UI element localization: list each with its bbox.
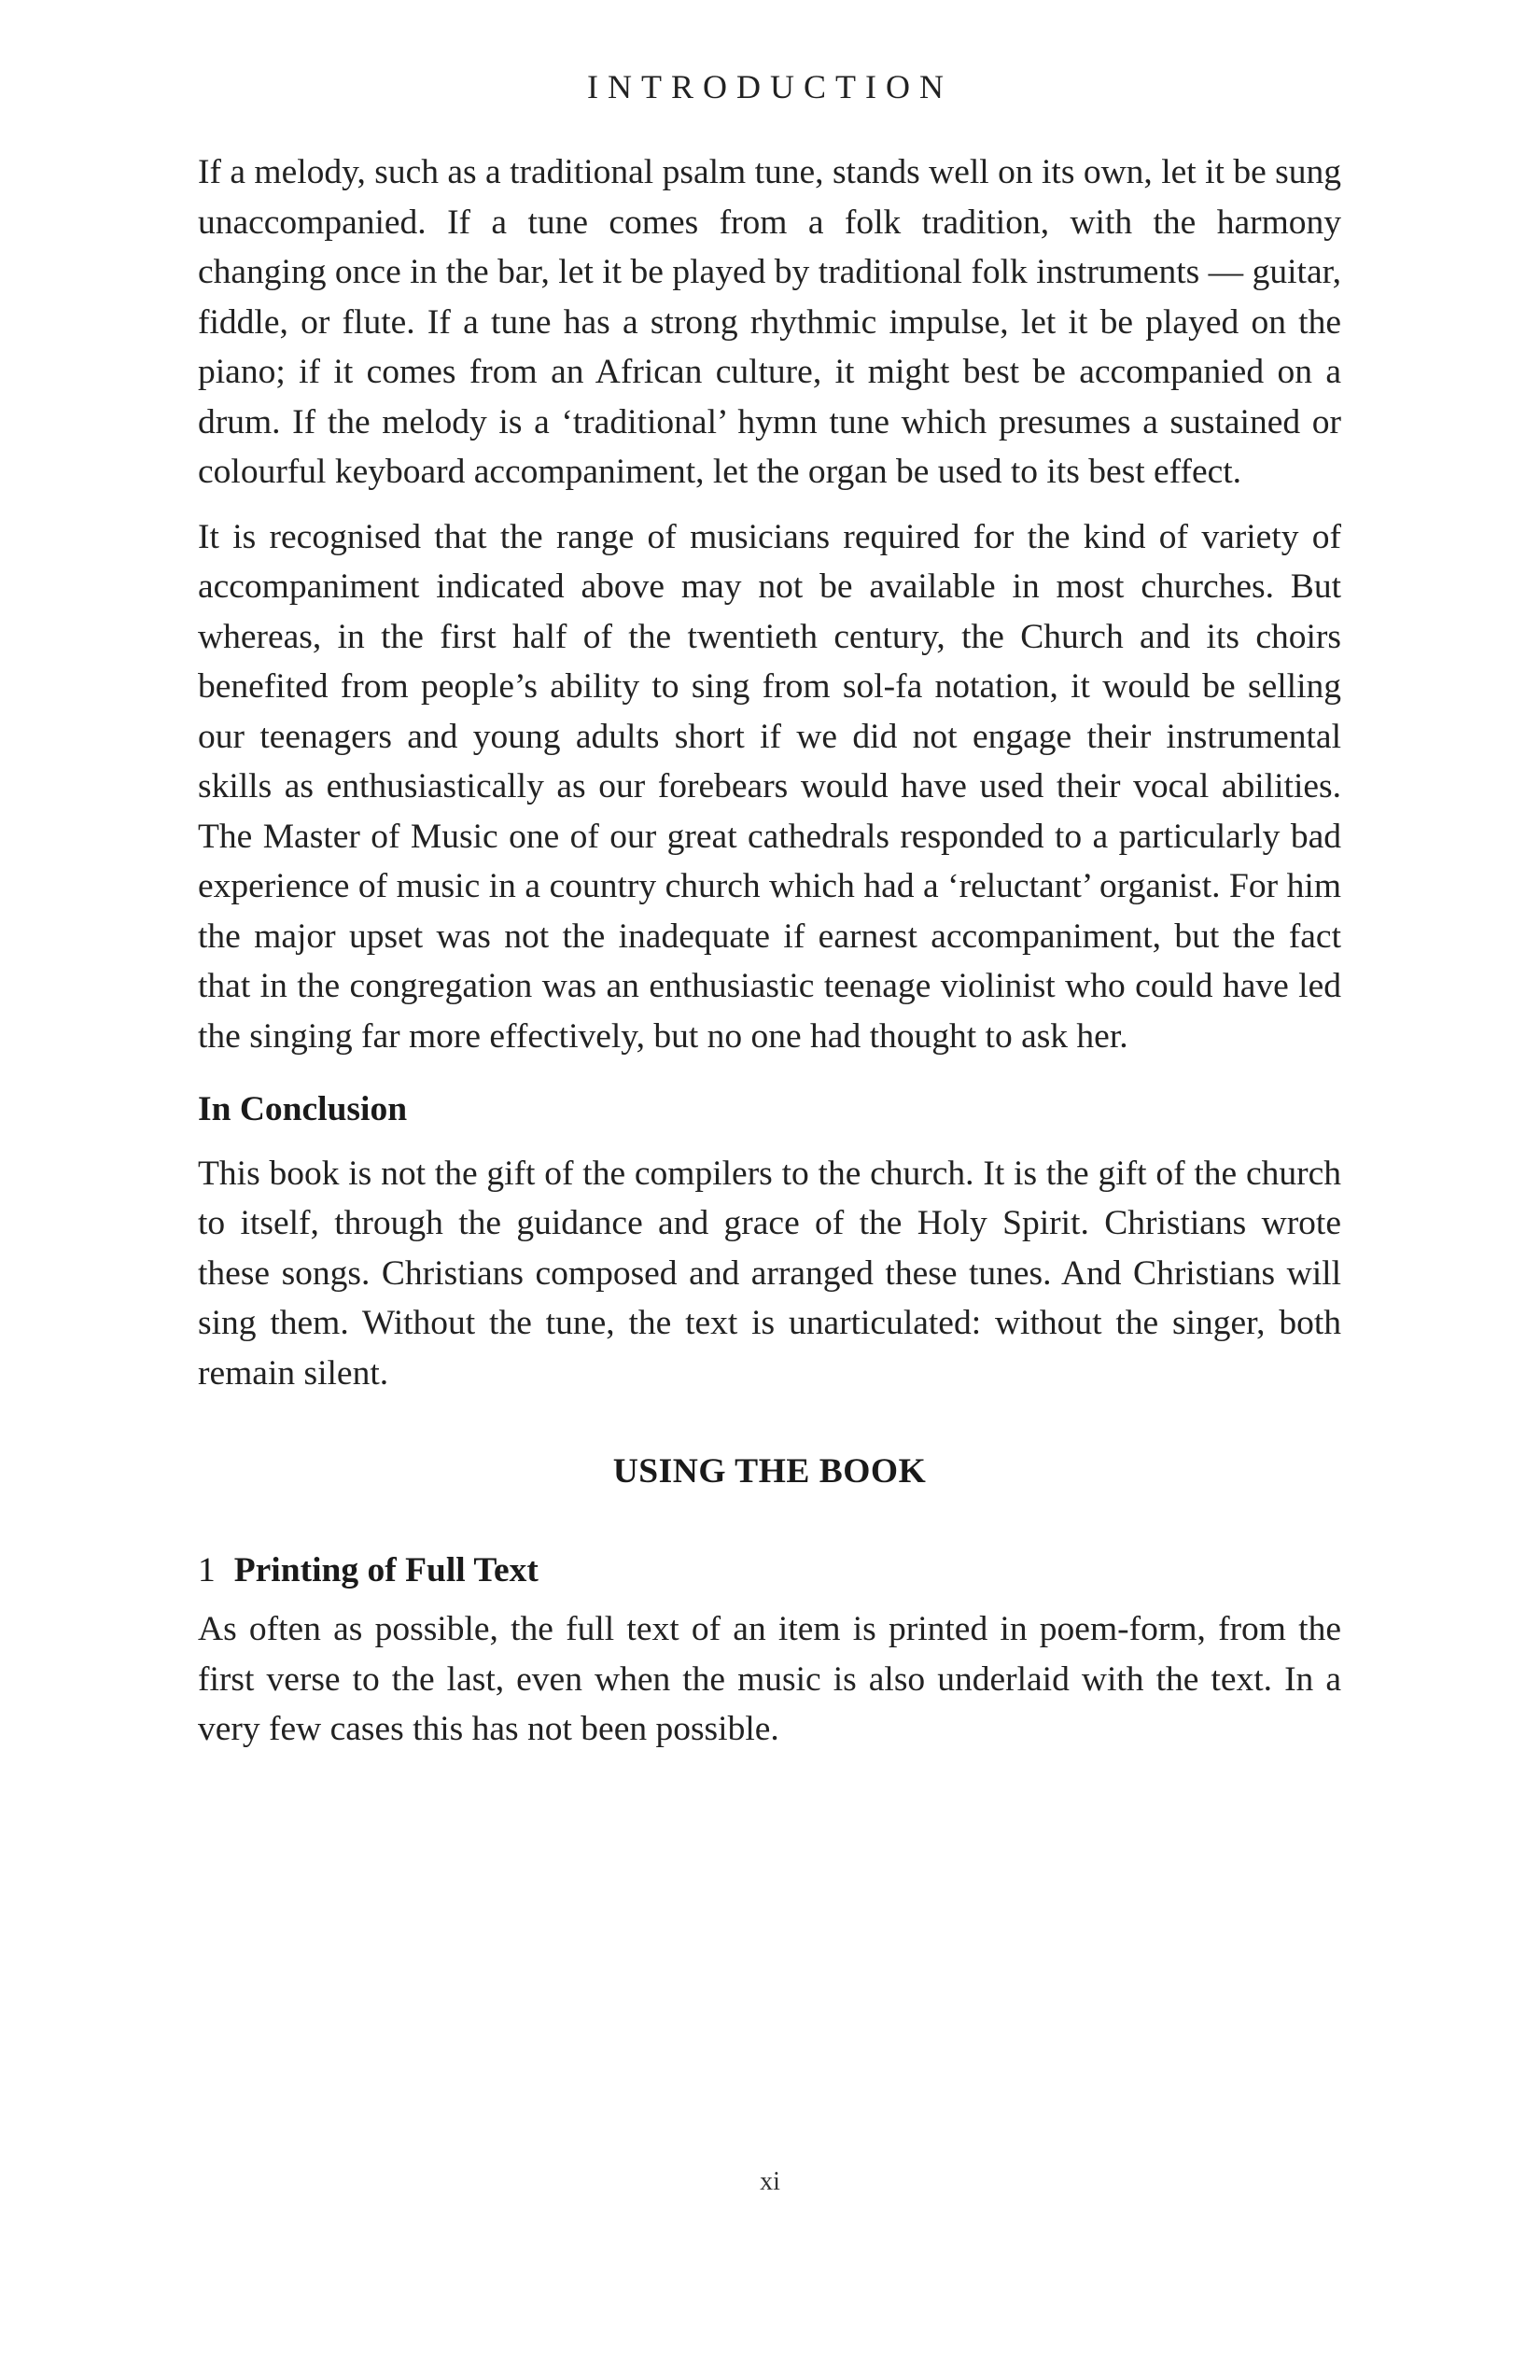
running-head: INTRODUCTION <box>587 68 953 105</box>
text-column <box>198 147 1341 1755</box>
section-1-paragraph: As often as possible, the full text of an item is printed in poem-form, from the first verse to the last, even when the music is also underlaid with the text. In a very few cases this has not been possible. <box>198 1610 1341 1748</box>
section-1-heading <box>198 1546 1341 1596</box>
section-1-title: Printing of Full Text <box>233 1550 539 1589</box>
intro-paragraph-1: If a melody, such as a traditional psalm tune, stands well on its own, let it be sung unaccompanied. If a tune comes from a folk tradition, with the harmony changing once in the bar, let it be played by traditional folk instruments — guitar, fiddle, or flute. If a tune has a strong rhythmic impulse, let it be played on the piano; if it comes from an African culture, it might best be accompanied on a drum. If the melody is a ‘traditional’ hymn tune which presumes a sustained or colourful keyboard accompaniment, let the organ be used to its best effect. <box>198 153 1341 491</box>
conclusion-paragraph: This book is not the gift of the compilers to the church. It is the gift of the church to itself, through the guidance and grace of the Holy Spirit. Christians wrote these songs. Christians composed and arranged these tunes. And Christians will sing them. Without the tune, the text is unarticulated: without the singer, both remain silent. <box>198 1154 1341 1393</box>
intro-paragraph-2: It is recognised that the range of musicians required for the kind of variety of accompaniment indicated above may not be available in most churches. But whereas, in the first half of the twentieth century, the Church and its choirs benefited from people’s ability to sing from sol-fa notation, it would be selling our teenagers and young adults short if we did not engage their instrumental skills as enthusiastically as our forebears would have used their vocal abilities. The Master of Music one of our great cathedrals responded to a particularly bad experience of music in a country church which had a ‘reluctant’ organist. For him the major upset was not the inadequate if earnest accompaniment, but the fact that in the congregation was an enthusiastic teenage violinist who could have led the singing far more effectively, but no one had thought to ask her. <box>198 517 1341 1056</box>
using-the-book-heading: USING THE BOOK <box>612 1452 927 1491</box>
conclusion-heading: In Conclusion <box>198 1090 408 1128</box>
section-1-number: 1 <box>198 1550 216 1589</box>
page-number: xi <box>760 2167 780 2196</box>
